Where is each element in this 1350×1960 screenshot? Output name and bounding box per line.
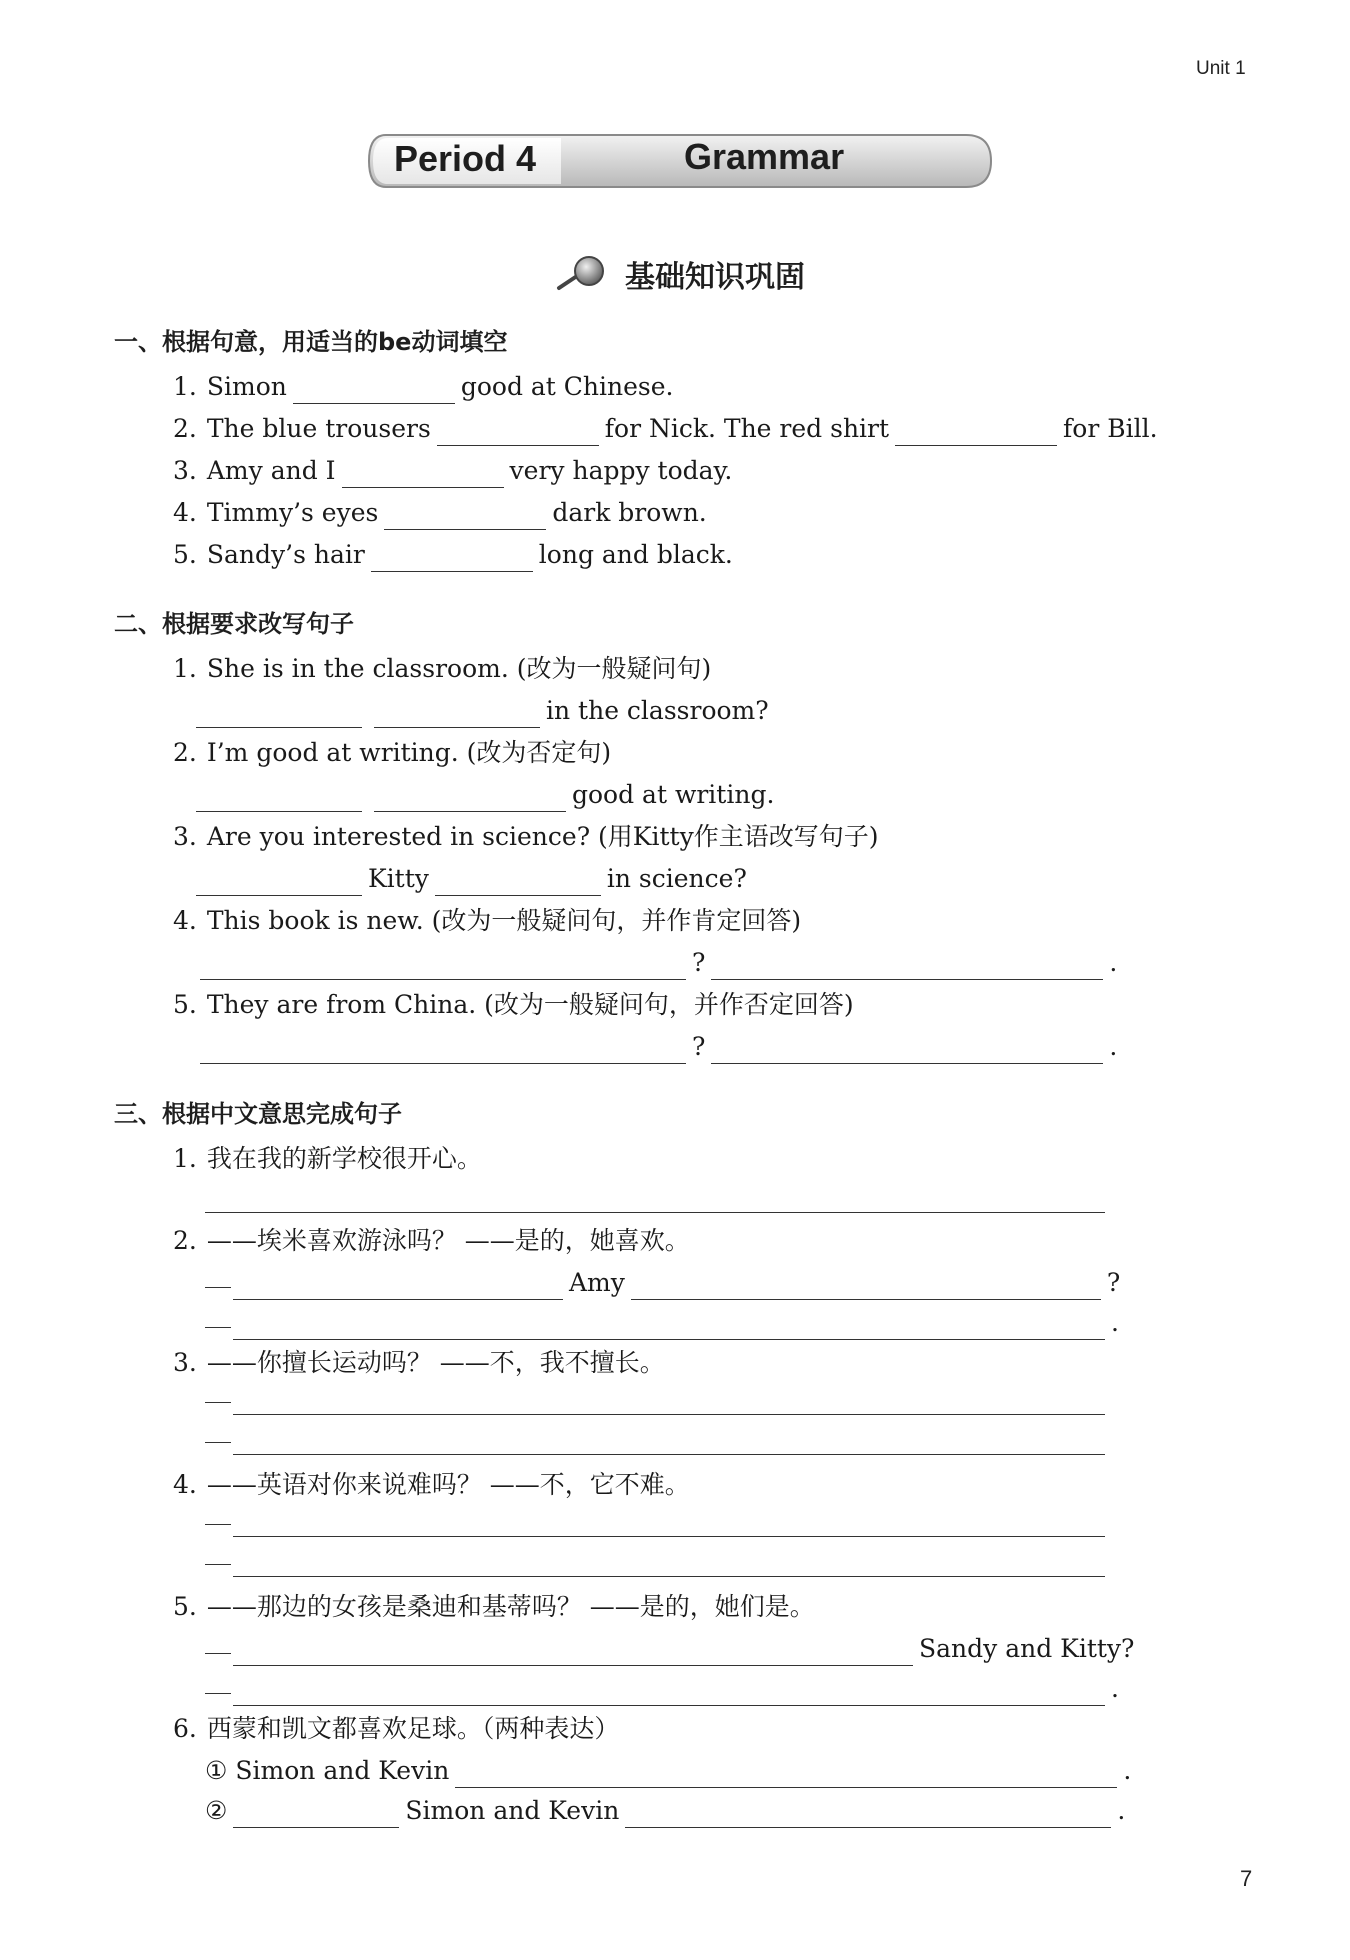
answer-blank[interactable] — [711, 1037, 1103, 1064]
page-number: 7 — [1240, 1866, 1253, 1891]
part2-item-1: 1. She is in the classroom. (改为一般疑问句) — [173, 654, 712, 683]
answer-blank[interactable] — [374, 785, 566, 812]
part2-answer-3: Kitty in science? — [196, 862, 747, 896]
answer-blank[interactable] — [233, 1510, 1105, 1537]
topic-label: Grammar — [684, 136, 845, 177]
part2-item-4: 4. This book is new. (改为一般疑问句，并作肯定回答) — [173, 906, 802, 935]
part1-title: 一、根据句意，用适当的be动词填空 — [114, 328, 508, 356]
part3-item-3: 3. ——你擅长运动吗？ ——不，我不擅长。 — [173, 1348, 665, 1377]
answer-blank[interactable] — [233, 1428, 1105, 1455]
answer-blank[interactable] — [342, 461, 504, 488]
part3-answer-3a — [205, 1388, 1111, 1415]
answer-blank[interactable] — [371, 545, 533, 572]
part3-item-5: 5. ——那边的女孩是桑迪和基蒂吗？ ——是的，她们是。 — [173, 1592, 815, 1621]
answer-blank[interactable] — [233, 1639, 913, 1666]
period-label: Period 4 — [394, 138, 537, 179]
part2-answer-5: ? . — [200, 1030, 1117, 1064]
part3-item-4: 4. ——英语对你来说难吗？ ——不，它不难。 — [173, 1470, 690, 1499]
answer-blank[interactable] — [455, 1761, 1117, 1788]
answer-blank[interactable] — [384, 503, 546, 530]
answer-blank[interactable] — [631, 1273, 1101, 1300]
part1-item-5: 5. Sandy’s hair long and black. — [173, 538, 733, 572]
part3-answer-3b — [205, 1428, 1111, 1455]
answer-blank[interactable] — [625, 1801, 1111, 1828]
answer-blank[interactable] — [196, 701, 362, 728]
answer-blank[interactable] — [196, 869, 362, 896]
answer-blank[interactable] — [233, 1388, 1105, 1415]
answer-blank[interactable] — [196, 785, 362, 812]
answer-blank[interactable] — [437, 419, 599, 446]
part1-item-3: 3. Amy and I very happy today. — [173, 454, 732, 488]
magnifier-icon — [555, 254, 611, 294]
part3-item-1: 1. 我在我的新学校很开心。 — [173, 1144, 482, 1173]
part1-item-1: 1. Simon good at Chinese. — [173, 370, 674, 404]
part3-answer-4a — [205, 1510, 1111, 1537]
section-title: 基础知识巩固 — [625, 260, 805, 295]
part2-answer-4: ? . — [200, 946, 1117, 980]
answer-blank[interactable] — [233, 1679, 1105, 1706]
part1-item-4: 4. Timmy’s eyes dark brown. — [173, 496, 707, 530]
answer-blank[interactable] — [233, 1801, 399, 1828]
answer-blank[interactable] — [200, 953, 686, 980]
part3-answer-5b: . — [205, 1672, 1119, 1706]
unit-label: Unit 1 — [1196, 58, 1246, 79]
part3-title: 三、根据中文意思完成句子 — [114, 1100, 402, 1128]
part3-answer-5a: Sandy and Kitty? — [205, 1632, 1134, 1666]
part3-answer-6b: ② Simon and Kevin . — [205, 1794, 1125, 1828]
part3-answer-2b: . — [205, 1306, 1119, 1340]
part2-item-2: 2. I’m good at writing. (改为否定句) — [173, 738, 612, 767]
part3-item-6: 6. 西蒙和凯文都喜欢足球。（两种表达） — [173, 1714, 620, 1743]
answer-blank[interactable] — [205, 1186, 1105, 1213]
part2-title: 二、根据要求改写句子 — [114, 610, 354, 638]
part2-answer-2: good at writing. — [196, 778, 774, 812]
part2-item-3: 3. Are you interested in science? (用Kitty作主语改写句子) — [173, 822, 879, 851]
part1-item-2: 2. The blue trousers for Nick. The red shirt for Bill. — [173, 412, 1158, 446]
part3-answer-6a: ① Simon and Kevin . — [205, 1754, 1131, 1788]
answer-blank[interactable] — [200, 1037, 686, 1064]
part3-answer-2a: Amy ? — [205, 1266, 1120, 1300]
part3-item-2: 2. ——埃米喜欢游泳吗？ ——是的，她喜欢。 — [173, 1226, 690, 1255]
answer-blank[interactable] — [233, 1273, 563, 1300]
answer-blank[interactable] — [374, 701, 540, 728]
part3-answer-4b — [205, 1550, 1111, 1577]
part2-answer-1: in the classroom? — [196, 694, 769, 728]
part2-item-5: 5. They are from China. (改为一般疑问句，并作否定回答) — [173, 990, 854, 1019]
answer-blank[interactable] — [435, 869, 601, 896]
part3-answer-1 — [205, 1186, 1111, 1213]
answer-blank[interactable] — [895, 419, 1057, 446]
answer-blank[interactable] — [233, 1550, 1105, 1577]
answer-blank[interactable] — [233, 1313, 1105, 1340]
section-heading — [555, 252, 805, 296]
answer-blank[interactable] — [293, 377, 455, 404]
answer-blank[interactable] — [711, 953, 1103, 980]
